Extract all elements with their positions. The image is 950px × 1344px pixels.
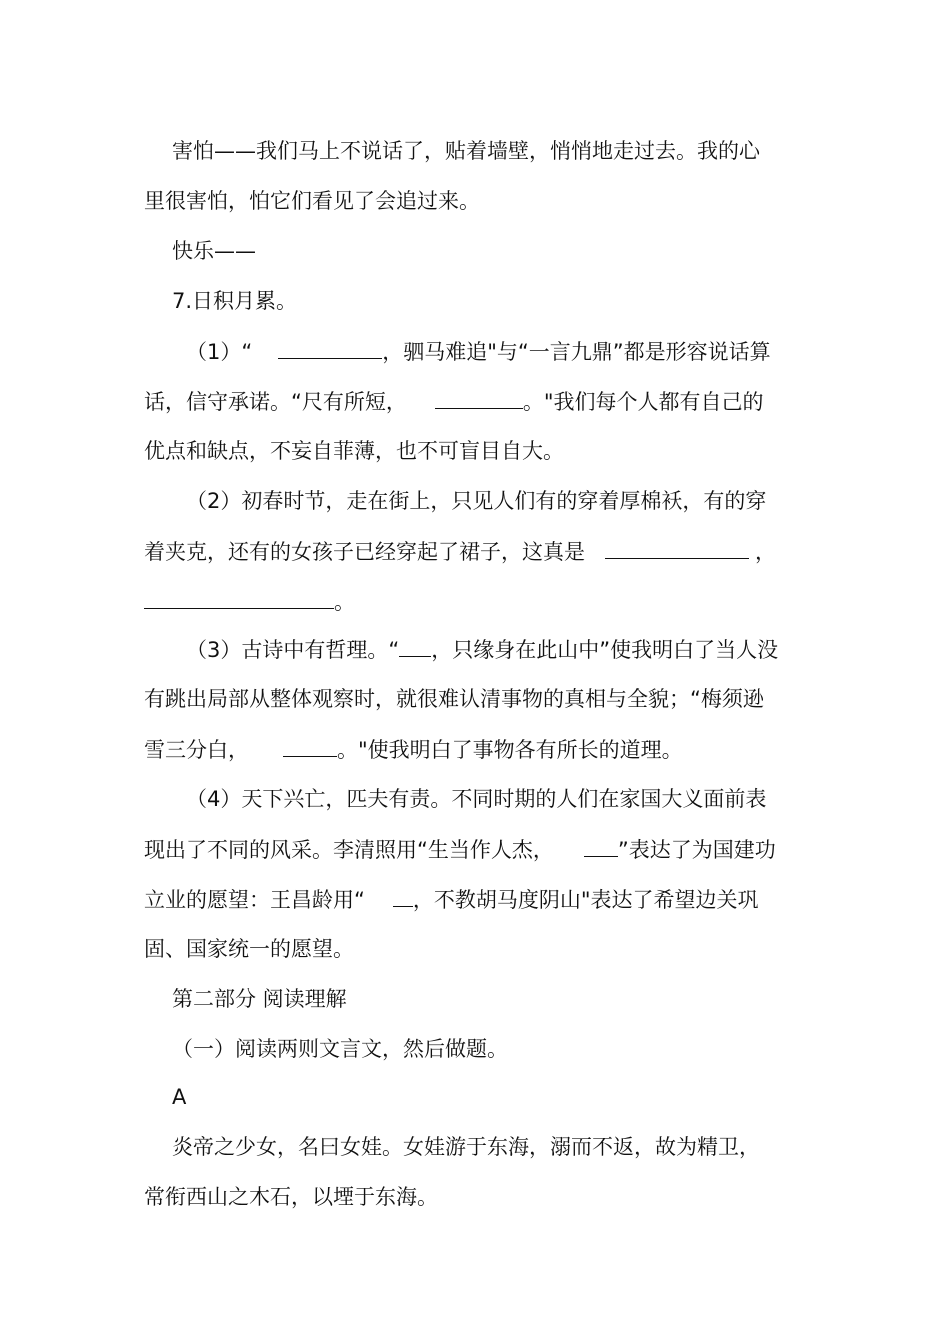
q7-1-text-b: ，驷马难追"与“一言九鼎”都是形容说话算 bbox=[382, 340, 771, 364]
q7-4-text-c: 立业的愿望：王昌龄用“ bbox=[144, 888, 365, 912]
paragraph-fear-line-2: 里很害怕，怕它们看见了会追过来。 bbox=[144, 189, 480, 213]
q7-3-line-1 bbox=[186, 634, 778, 664]
q7-2-text-a: 着夹克，还有的女孩子已经穿起了裙子，这真是 bbox=[144, 540, 585, 564]
answer-blank[interactable] bbox=[605, 536, 749, 559]
paragraph-fear-line-1: 害怕——我们马上不说话了，贴着墙壁，悄悄地走过去。我的心 bbox=[172, 139, 760, 163]
q7-4-line-1: （4）天下兴亡，匹夫有责。不同时期的人们在家国大义面前表 bbox=[186, 787, 767, 811]
q7-3-line-3 bbox=[144, 734, 683, 764]
subsection-heading: （一）阅读两则文言文，然后做题。 bbox=[172, 1037, 508, 1061]
q7-3-text-a: （3）古诗中有哲理。“ bbox=[186, 638, 400, 662]
passage-a-line-1: 炎帝之少女，名曰女娃。女娃游于东海，溺而不返，故为精卫， bbox=[172, 1135, 760, 1159]
q7-3-text-d: 。"使我明白了事物各有所长的道理。 bbox=[337, 738, 683, 762]
answer-blank[interactable] bbox=[393, 884, 413, 907]
q7-1-line-2 bbox=[144, 386, 764, 416]
section-heading-reading: 第二部分 阅读理解 bbox=[172, 987, 347, 1011]
q7-4-line-4: 固、国家统一的愿望。 bbox=[144, 937, 354, 961]
q7-3-line-2: 有跳出局部从整体观察时，就很难认清事物的真相与全貌；“梅须逊 bbox=[144, 687, 764, 711]
answer-blank[interactable] bbox=[283, 734, 337, 757]
q7-1-text-d: 。"我们每个人都有自己的 bbox=[522, 390, 764, 414]
answer-blank[interactable] bbox=[399, 634, 431, 657]
question-7-heading: 7.日积月累。 bbox=[172, 289, 298, 313]
answer-blank[interactable] bbox=[144, 586, 334, 609]
answer-blank[interactable] bbox=[435, 386, 523, 409]
q7-2-text-c: 。 bbox=[334, 590, 355, 614]
q7-2-line-2 bbox=[144, 536, 776, 566]
q7-1-text-a: （1）“ bbox=[186, 340, 253, 364]
answer-blank[interactable] bbox=[584, 834, 618, 857]
q7-4-text-d: ，不教胡马度阴山"表达了希望边关巩 bbox=[412, 888, 759, 912]
passage-a-line-2: 常衔西山之木石，以堙于东海。 bbox=[144, 1185, 438, 1209]
answer-blank[interactable] bbox=[278, 336, 382, 359]
q7-3-text-c: 雪三分白， bbox=[144, 738, 249, 762]
q7-2-line-3 bbox=[144, 586, 355, 616]
passage-label-a: A bbox=[172, 1085, 187, 1109]
q7-2-text-b: ， bbox=[755, 540, 776, 564]
q7-4-text-a: 现出了不同的风采。李清照用“生当作人杰， bbox=[144, 838, 554, 862]
q7-4-text-b: ”表达了为国建功 bbox=[617, 838, 776, 862]
q7-1-line-1 bbox=[186, 336, 771, 366]
q7-2-line-1: （2）初春时节，走在街上，只见人们有的穿着厚棉袄，有的穿 bbox=[186, 489, 767, 513]
q7-1-text-c: 话，信守承诺。“尺有所短， bbox=[144, 390, 407, 414]
q7-3-text-b: ，只缘身在此山中”使我明白了当人没 bbox=[431, 638, 779, 662]
q7-1-line-3: 优点和缺点，不妄自菲薄，也不可盲目自大。 bbox=[144, 439, 564, 463]
q7-4-line-2 bbox=[144, 834, 776, 864]
q7-4-line-3 bbox=[144, 884, 759, 914]
paragraph-joy: 快乐—— bbox=[172, 239, 256, 263]
